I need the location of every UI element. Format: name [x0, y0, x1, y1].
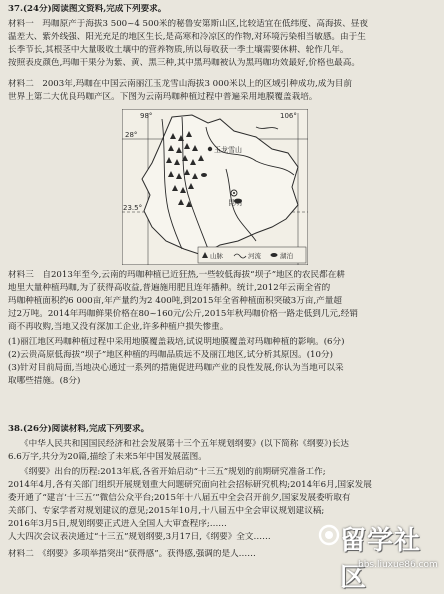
q37-material1-line1: 材料一 玛咖原产于海拔3 500~4 500米的秘鲁安第斯山区,比较适宜在低纬度、高海拔、昼夜 — [8, 19, 368, 29]
q38-p1-line1: 《中华人民共和国国民经济和社会发展第十三个五年规划纲要》(以下简称《纲要》)长达 — [20, 439, 349, 449]
watermark-url: bbs.liuxue86.com — [358, 560, 438, 570]
yunnan-map — [122, 109, 308, 265]
q38-p2-line2: 2014年4月,各有关部门组织开展规划重大问题研究面向社会招标研究机构;2014年6月,国家发展 — [8, 480, 372, 490]
q37-material3-line2: 地里大量种植玛咖,为了获得高收益,普遍施用肥且连年播种。统计,2012年云南全省的 — [8, 283, 331, 293]
watermark-text: 留学社区 — [340, 526, 422, 593]
q37-subquestion-3-line2: 取哪些措施。(8分) — [8, 376, 81, 386]
q37-material3-line1: 材料三 自2013年至今,云南的玛咖种植已近狂热,一些较低海拔“坝子”地区的农民都在耕 — [8, 270, 345, 280]
lon-left-label: 98° — [140, 112, 153, 120]
q38-p2-line6: 人大四次会议表决通过“十三五”规划纲要,3月17日,《纲要》全文…… — [8, 532, 271, 542]
legend-lake: 湖泊 — [280, 252, 293, 260]
q37-material3-line4: 过2万吨。2014年玛咖鲜果价格在80~160元/公斤,2015年秋玛咖价格一路走低到几元,经销 — [8, 309, 358, 319]
kunming-label: 昆明 — [228, 199, 242, 207]
lake-erhai — [201, 173, 207, 177]
q38-title: 38.(26分)阅读材料,完成下列要求。 — [8, 424, 150, 434]
q37-subquestion-2: (2)云贵高原低海拔“坝子”地区种植的玛咖品质远不及丽江地区,试分析其原因。(10分) — [8, 350, 333, 360]
yulong-snow-mountain-marker — [208, 147, 212, 151]
site-watermark — [318, 520, 442, 593]
watermark-logo-icon — [318, 524, 340, 546]
q37-material1-line2: 温差大、紫外线强、阳光充足的地区生长,是高寒和冷凉区的作物,对环境污染相当敏感。由于生 — [8, 32, 366, 42]
q37-material1-line3: 长季节长,其根茎中大量吸收土壤中的营养物质,所以每收获一季土壤需要休耕、轮作几年。 — [8, 45, 349, 55]
q37-material2-line2: 世界上第二大优良玛咖产区。下图为云南玛咖种植过程中普遍采用地膜覆盖栽培。 — [8, 92, 318, 102]
yulong-snow-mountain-label: 玉龙雪山 — [214, 146, 242, 154]
q37-subquestion-1: (1)丽江地区玛咖种植过程中采用地膜覆盖栽培,试说明地膜覆盖对玛咖种植的影响。(6分) — [8, 337, 345, 347]
lat-top-label: 28° — [125, 131, 138, 139]
q38-p2-line1: 《纲要》出台的历程:2013年底,各省开始启动“十三五”规划的前期研究准备工作; — [20, 467, 326, 477]
q38-p2-line3: 委开通了“建言‘十三五’”微信公众平台;2015年十八届五中全会召开前夕,国家发展委听取有 — [8, 493, 351, 503]
q37-material3-line3: 玛咖种植面积约6 000亩,年产量约为2 400吨,到2015年全省种植面积突破3万亩,产量超 — [8, 296, 342, 306]
legend-river: 河流 — [248, 252, 261, 260]
q37-material1-line4: 按照表皮颜色,玛咖干果分为紫、黄、黑三种,其中黑玛咖被认为黑玛咖功效最好,价格也最高。 — [8, 58, 360, 68]
q38-p2-line5: 2016年3月5日,规划纲要正式进入全国人大审查程序;…… — [8, 519, 227, 529]
legend-mountain: 山脉 — [210, 252, 223, 260]
lon-right-label: 106° — [280, 112, 297, 120]
q38-p1-line2: 6.6万字,共分为20篇,描绘了未来5年中国发展蓝图。 — [8, 452, 207, 462]
q38-p2-line4: 关部门、专家学者对规划建议的意见;2015年10月,十八届五中全会审议规划建议稿; — [8, 506, 325, 516]
q37-material2-line1: 材料二 2003年,玛咖在中国云南丽江玉龙雪山海拔3 000米以上的区域引种成功,成为目前 — [8, 79, 353, 89]
q37-material3-line5: 商不再收购,当地又没有深加工企业,许多种植户损失惨重。 — [8, 322, 229, 332]
q37-subquestion-3-line1: (3)针对目前局面,当地决心通过一系列的措施促进玛咖产业的良性发展,你认为当地可以采 — [8, 363, 344, 373]
lake-legend-icon — [271, 253, 278, 257]
map-svg — [122, 109, 308, 265]
q38-material2-line1: 材料二 《纲要》多项举措突出“获得感”。获得感,强调的是人…… — [8, 549, 256, 559]
lat-bottom-label: 23.5° — [123, 204, 143, 212]
map-legend — [198, 247, 306, 263]
q37-title: 37.(24分)阅读图文资料,完成下列要求。 — [8, 4, 167, 14]
